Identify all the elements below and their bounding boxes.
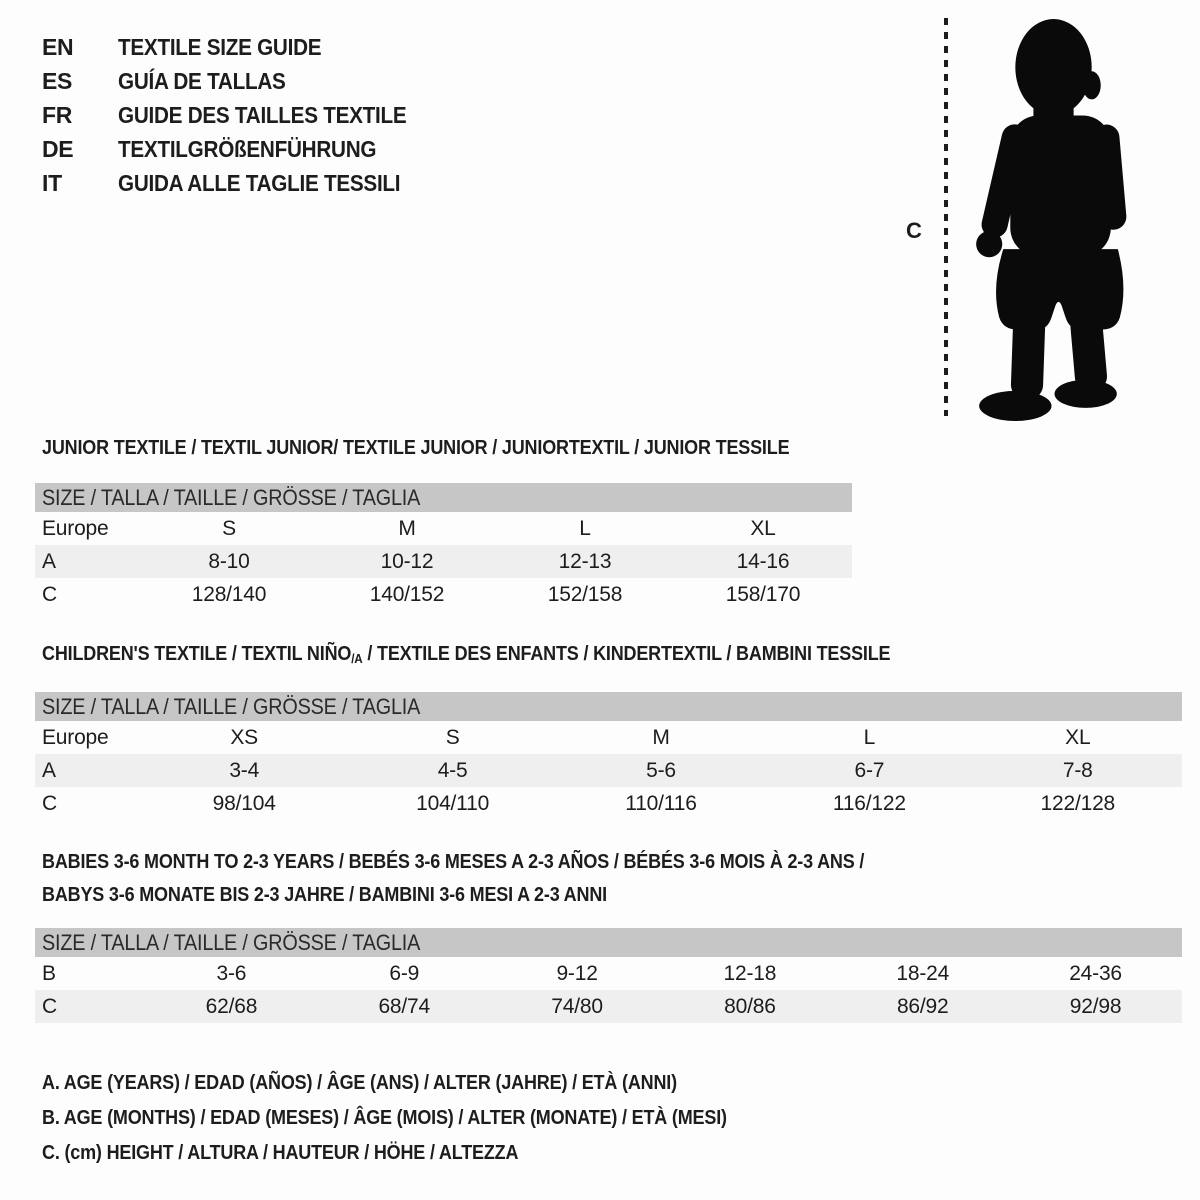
size-cell: 92/98 xyxy=(1069,994,1122,1018)
language-row-es xyxy=(42,64,439,98)
language-code: DE xyxy=(42,135,74,162)
size-table-header xyxy=(35,483,852,512)
size-cell: 9-12 xyxy=(556,961,598,985)
size-cell: 152/158 xyxy=(547,582,623,606)
language-title: GUIDE DES TAILLES TEXTILE xyxy=(118,101,407,128)
table-row-age-years xyxy=(35,545,852,578)
babies-size-table xyxy=(35,928,1182,1023)
size-cell: 5-6 xyxy=(646,758,676,782)
table-row-height-cm xyxy=(35,787,1182,820)
row-label: B xyxy=(42,961,56,985)
row-label: C xyxy=(42,582,57,606)
row-label: C xyxy=(42,791,57,815)
row-label: A xyxy=(42,549,56,573)
size-cell: M xyxy=(652,725,670,749)
children-section-heading xyxy=(42,638,985,675)
footnote-age-months-text: B. AGE (MONTHS) / EDAD (MESES) / ÂGE (MOIS) / ALTER (MONATE) / ETÀ (MESI) xyxy=(42,1107,727,1129)
size-cell: 24-36 xyxy=(1069,961,1122,985)
row-label: C xyxy=(42,994,57,1018)
size-cell: 6-7 xyxy=(854,758,885,782)
size-cell: 3-4 xyxy=(229,758,260,782)
size-cell: 104/110 xyxy=(416,791,490,815)
children-size-table xyxy=(35,692,1182,820)
babies-heading-line2: BABYS 3-6 MONATE BIS 2-3 JAHRE / BAMBINI 3-6 MESI A 2-3 ANNI xyxy=(42,884,607,906)
size-cell: 14-16 xyxy=(736,549,790,573)
language-title: TEXTILGRÖßENFÜHRUNG xyxy=(118,135,377,162)
size-cell: 74/80 xyxy=(551,994,603,1018)
language-code: FR xyxy=(42,101,73,128)
size-table-header-text: SIZE / TALLA / TAILLE / GRÖSSE / TAGLIA xyxy=(42,693,421,719)
row-label: Europe xyxy=(42,516,109,540)
size-cell: 110/116 xyxy=(625,791,697,815)
junior-section-heading xyxy=(42,432,872,465)
table-row-age-months xyxy=(35,957,1182,990)
language-row-de xyxy=(42,132,439,166)
junior-size-table xyxy=(35,483,852,611)
footnote-height-text: C. (cm) HEIGHT / ALTURA / HAUTEUR / HÖHE / ALTEZZA xyxy=(42,1142,519,1164)
children-section-heading-text xyxy=(42,638,890,675)
size-cell: 4-5 xyxy=(437,758,468,782)
footnotes xyxy=(42,1066,803,1171)
size-table-header-text: SIZE / TALLA / TAILLE / GRÖSSE / TAGLIA xyxy=(42,929,421,955)
junior-section-heading-text: JUNIOR TEXTILE / TEXTIL JUNIOR/ TEXTILE JUNIOR / JUNIORTEXTIL / JUNIOR TESSILE xyxy=(42,437,790,459)
table-row-age-years xyxy=(35,754,1182,787)
size-cell: 80/86 xyxy=(724,994,776,1018)
size-cell: 140/152 xyxy=(369,582,445,606)
row-label: Europe xyxy=(42,725,109,749)
size-cell: 12-13 xyxy=(558,549,612,573)
size-cell: 68/74 xyxy=(378,994,431,1018)
language-title: GUIDA ALLE TAGLIE TESSILI xyxy=(118,169,401,196)
language-code: ES xyxy=(42,67,73,94)
footnote-age-months xyxy=(42,1101,803,1136)
language-title-list xyxy=(42,30,439,200)
children-heading-post: / TEXTILE DES ENFANTS / KINDERTEXTIL / BAMBINI TESSILE xyxy=(362,643,891,665)
language-code: EN xyxy=(42,33,74,60)
language-title: TEXTILE SIZE GUIDE xyxy=(118,33,322,60)
table-row-height-cm xyxy=(35,990,1182,1023)
babies-heading-line1: BABIES 3-6 MONTH TO 2-3 YEARS / BEBÉS 3-6 MESES A 2-3 AÑOS / BÉBÉS 3-6 MOIS À 2-3 ANS / xyxy=(42,851,865,873)
table-row-europe-sizes xyxy=(35,721,1182,754)
size-cell: 116/122 xyxy=(832,791,906,815)
size-cell: 8-10 xyxy=(208,549,250,573)
children-heading-sub: /A xyxy=(351,651,363,666)
size-cell: 12-18 xyxy=(723,961,777,985)
size-table-header xyxy=(35,928,1182,957)
size-cell: 86/92 xyxy=(896,994,949,1018)
size-cell: 98/104 xyxy=(212,791,276,815)
language-code: IT xyxy=(42,169,62,196)
row-label: A xyxy=(42,758,56,782)
footnote-age-years xyxy=(42,1066,803,1101)
babies-section-heading xyxy=(42,846,956,912)
size-cell: S xyxy=(445,725,460,749)
size-cell: 3-6 xyxy=(216,961,247,985)
size-cell: 18-24 xyxy=(896,961,950,985)
size-cell: 7-8 xyxy=(1062,758,1093,782)
language-row-fr xyxy=(42,98,439,132)
children-heading-pre: CHILDREN'S TEXTILE / TEXTIL NIÑO xyxy=(42,643,352,665)
size-cell: XL xyxy=(750,516,776,540)
size-table-header xyxy=(35,692,1182,721)
size-cell: L xyxy=(579,516,591,540)
size-cell: 62/68 xyxy=(205,994,258,1018)
footnote-age-years-text: A. AGE (YEARS) / EDAD (AÑOS) / ÂGE (ANS) / ALTER (JAHRE) / ETÀ (ANNI) xyxy=(42,1072,677,1094)
size-cell: S xyxy=(222,516,236,540)
size-cell: XS xyxy=(230,725,258,749)
size-cell: 122/128 xyxy=(1040,791,1116,815)
size-cell: XL xyxy=(1065,725,1091,749)
height-measure-label: C xyxy=(906,218,922,243)
size-cell: 10-12 xyxy=(380,549,434,573)
size-cell: L xyxy=(863,725,876,749)
size-cell: 128/140 xyxy=(191,582,267,606)
size-table-header-text: SIZE / TALLA / TAILLE / GRÖSSE / TAGLIA xyxy=(42,484,421,510)
height-measure-line xyxy=(944,18,948,416)
footnote-height xyxy=(42,1136,803,1171)
size-cell: M xyxy=(398,516,416,540)
language-row-it xyxy=(42,166,439,200)
language-title: GUÍA DE TALLAS xyxy=(118,67,286,94)
language-row-en xyxy=(42,30,439,64)
size-cell: 6-9 xyxy=(389,961,420,985)
table-row-europe-sizes xyxy=(35,512,852,545)
table-row-height-cm xyxy=(35,578,852,611)
size-cell: 158/170 xyxy=(725,582,801,606)
toddler-silhouette-icon xyxy=(953,12,1148,424)
